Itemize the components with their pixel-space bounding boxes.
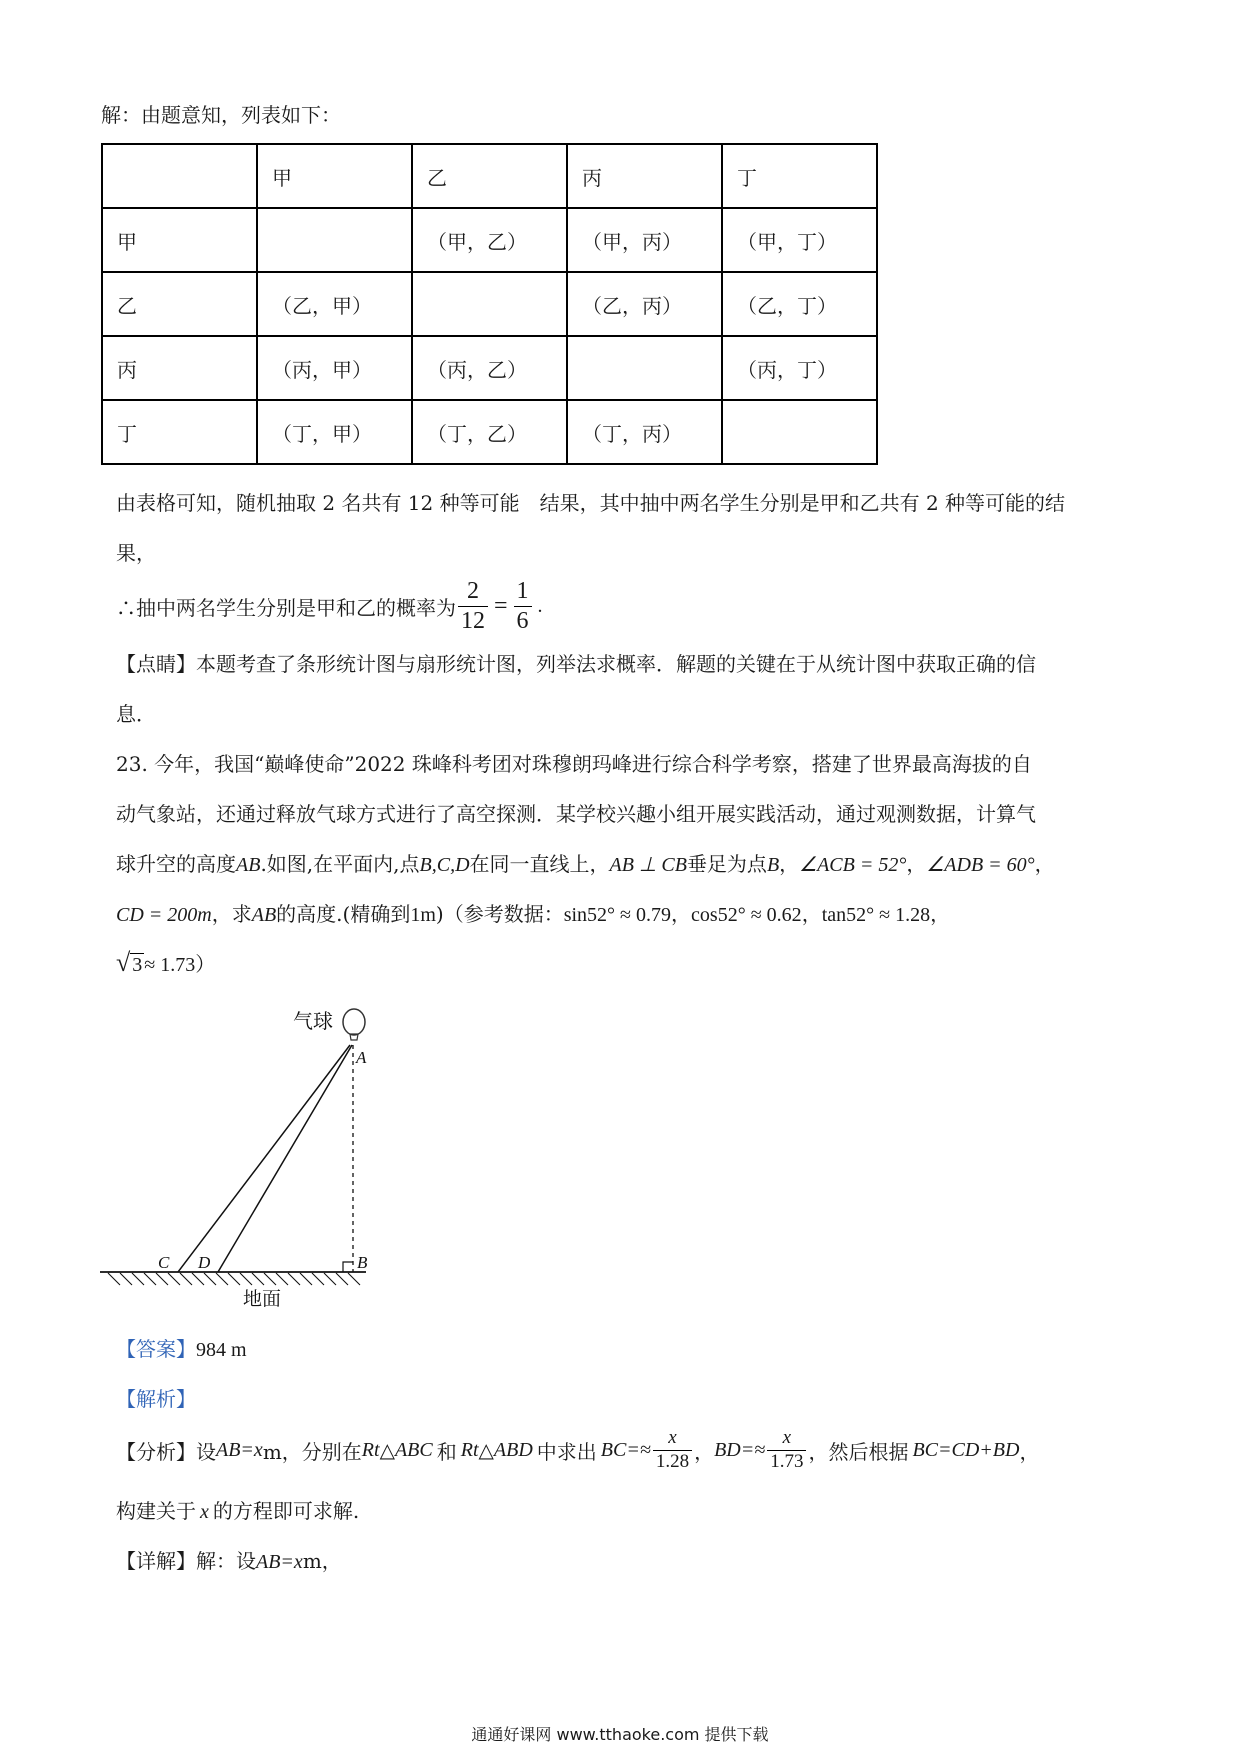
xiangjie-text: 解：设	[196, 1549, 256, 1573]
comment-text: 本题考查了条形统计图与扇形统计图，列举法求概率．解题的关键在于从统计图中获取正确的信	[196, 652, 1036, 676]
answer-line	[116, 1333, 247, 1362]
q23-math: ≈ 1.73	[144, 954, 196, 976]
table-cell: （丙，丁）	[722, 336, 877, 400]
page-footer: 通通好课网 www.tthaoke.com 提供下载	[471, 1725, 769, 1744]
q23-text: ，	[906, 852, 927, 876]
fenxi-text: 构建关于	[116, 1499, 196, 1523]
analysis-tag: 【解析】	[116, 1387, 196, 1411]
comment-line2: 息．	[116, 702, 156, 726]
fenxi-text: m，分别在	[262, 1439, 362, 1464]
q23-math: AB	[236, 854, 261, 876]
q23-text: 垂足为点	[686, 852, 767, 876]
table-cell: （乙，丙）	[567, 272, 722, 336]
fenxi-text: 的方程即可求解.	[212, 1499, 360, 1523]
probability-line	[116, 577, 543, 636]
fenxi-math: x	[200, 1501, 209, 1523]
fenxi-text: △	[478, 1438, 494, 1463]
comment-line1	[116, 648, 1036, 677]
fenxi-text: 和	[436, 1439, 457, 1464]
fraction-numerator: x	[767, 1427, 806, 1451]
fraction-x-1.28	[653, 1427, 692, 1474]
fenxi-text: △	[379, 1438, 395, 1463]
fraction-numerator: x	[653, 1427, 692, 1451]
table-cell: 丙	[102, 336, 257, 400]
table-cell: 甲	[257, 144, 412, 208]
table-cell: （丁，甲）	[257, 400, 412, 464]
table-cell: （乙，甲）	[257, 272, 412, 336]
point-d-label: D	[198, 1253, 211, 1272]
question-23-line3	[116, 848, 1055, 877]
table-row	[102, 208, 877, 272]
q23-math: AB	[251, 904, 277, 926]
line-ac	[178, 1045, 350, 1272]
balloon-icon	[343, 1009, 365, 1040]
table-cell: （甲，乙）	[412, 208, 567, 272]
q23-text: 在同一直线上，	[469, 852, 610, 876]
question-23-line4	[116, 898, 950, 927]
table-cell: （丙，乙）	[412, 336, 567, 400]
fenxi-math: ABD	[493, 1438, 533, 1461]
period: .	[537, 594, 543, 617]
xiangjie-tag: 【详解】	[116, 1549, 196, 1573]
pair-table	[101, 143, 878, 465]
intro-text: 解：由题意知，列表如下：	[101, 103, 341, 127]
table-cell: 甲	[102, 208, 257, 272]
point-a-label: A	[356, 1048, 367, 1067]
right-angle-mark	[343, 1262, 353, 1272]
fenxi-math: AB=x	[216, 1438, 263, 1461]
q23-math: cos52° ≈ 0.62	[691, 904, 802, 926]
balloon-label: 气球	[293, 1009, 333, 1033]
ground-hatching	[108, 1273, 360, 1285]
q23-text: 球升空的高度	[116, 852, 236, 876]
table-header-row	[102, 144, 877, 208]
q23-math: B,C,D	[419, 854, 470, 876]
point-c-label: C	[158, 1253, 170, 1272]
result-paragraph-line2: 果，	[116, 541, 156, 565]
q23-math: ∠ADB = 60°	[926, 854, 1035, 876]
q23-math: tan52° ≈ 1.28	[821, 904, 931, 926]
q23-math: AB ⊥ CB	[609, 854, 687, 876]
table-cell: （甲，丙）	[567, 208, 722, 272]
table-cell	[102, 144, 257, 208]
fraction-2-12	[458, 577, 488, 636]
fenxi-text: ，	[1019, 1439, 1040, 1464]
q23-math: B	[766, 854, 780, 876]
q23-text: ，	[801, 902, 822, 926]
comment-tag: 【点睛】	[116, 652, 196, 676]
sqrt-radicand: 3	[132, 954, 143, 976]
point-b-label: B	[357, 1253, 368, 1272]
table-row	[102, 400, 877, 464]
result-paragraph-line1: 由表格可知，随机抽取 2 名共有 12 种等可能 结果，其中抽中两名学生分别是甲和乙共有 2 种等可能的结	[116, 491, 1066, 515]
fraction-numerator: 1	[514, 577, 532, 607]
table-cell: 丙	[567, 144, 722, 208]
table-cell: （丙，甲）	[257, 336, 412, 400]
answer-tag: 【答案】	[116, 1337, 196, 1361]
fenxi-math: BD=≈	[714, 1438, 766, 1461]
fraction-denominator: 1.28	[655, 1450, 690, 1472]
table-cell: （丁，乙）	[412, 400, 567, 464]
xiangjie-text: m，	[302, 1549, 342, 1573]
fraction-denominator: 1.73	[770, 1450, 804, 1472]
table-cell	[722, 400, 877, 464]
table-cell: 乙	[102, 272, 257, 336]
ground-label: 地面	[243, 1288, 282, 1310]
fraction-denominator: 12	[461, 607, 485, 634]
table-cell: （乙，丁）	[722, 272, 877, 336]
fraction-denominator: 6	[516, 607, 529, 634]
q23-text: ，求	[211, 902, 252, 926]
fenxi-math: ABC	[394, 1438, 433, 1461]
xiangjie-math: AB=x	[256, 1551, 303, 1573]
table-cell	[257, 208, 412, 272]
table-row	[102, 336, 877, 400]
q23-math: 1m	[410, 904, 436, 926]
fenxi-tag: 【分析】	[116, 1439, 196, 1464]
xiangjie-line	[116, 1545, 342, 1574]
q23-text: 的高度.(精确到	[276, 902, 411, 926]
fraction-x-1.73	[767, 1427, 806, 1474]
table-cell	[412, 272, 567, 336]
q23-math: CD = 200m	[116, 904, 212, 926]
answer-value: 984 m	[196, 1339, 247, 1361]
question-23-line2: 动气象站，还通过释放气球方式进行了高空探测．某学校兴趣小组开展实践活动，通过观测数据，计算气	[116, 802, 1036, 826]
line-ad	[218, 1045, 352, 1272]
question-23-line1: 23. 今年，我国“巅峰使命”2022 珠峰科考团对珠穆朗玛峰进行综合科学考察，搭建了世界最高海拔的自	[116, 752, 1032, 776]
q23-math: sin52° ≈ 0.79	[563, 904, 672, 926]
q23-text: ，	[930, 902, 951, 926]
q23-text: ，	[1034, 852, 1055, 876]
fenxi-text: ，	[694, 1439, 715, 1464]
fenxi-math: Rt	[361, 1438, 380, 1461]
q23-text: .如图,在平面内,点	[260, 852, 420, 876]
q23-text: ，	[779, 852, 800, 876]
fraction-numerator: 2	[458, 577, 488, 607]
fenxi-math: Rt	[460, 1438, 479, 1461]
fenxi-line2	[116, 1495, 359, 1524]
q23-text: ，	[671, 902, 692, 926]
question-23-line5	[116, 948, 215, 978]
probability-prefix: ∴抽中两名学生分别是甲和乙的概率为	[116, 595, 456, 620]
table-cell: 丁	[102, 400, 257, 464]
table-cell: 乙	[412, 144, 567, 208]
fenxi-text: 中求出	[536, 1439, 597, 1464]
table-cell: （甲，丁）	[722, 208, 877, 272]
fraction-1-6	[514, 577, 532, 636]
table-row	[102, 272, 877, 336]
fenxi-text: ，然后根据	[808, 1439, 909, 1464]
table-cell: （丁，丙）	[567, 400, 722, 464]
q23-text: ）	[195, 952, 216, 976]
sqrt-3: √ 3	[116, 948, 143, 977]
balloon-figure	[100, 1000, 420, 1320]
q23-math: ∠ACB = 52°	[799, 854, 907, 876]
equals-sign: =	[494, 592, 508, 619]
fenxi-text: 设	[196, 1439, 216, 1464]
q23-text: )（参考数据：	[435, 902, 564, 926]
fenxi-math: BC=CD+BD	[912, 1438, 1020, 1461]
table-cell	[567, 336, 722, 400]
fenxi-math: BC=≈	[600, 1438, 651, 1461]
fenxi-line1	[116, 1427, 1039, 1474]
table-cell: 丁	[722, 144, 877, 208]
